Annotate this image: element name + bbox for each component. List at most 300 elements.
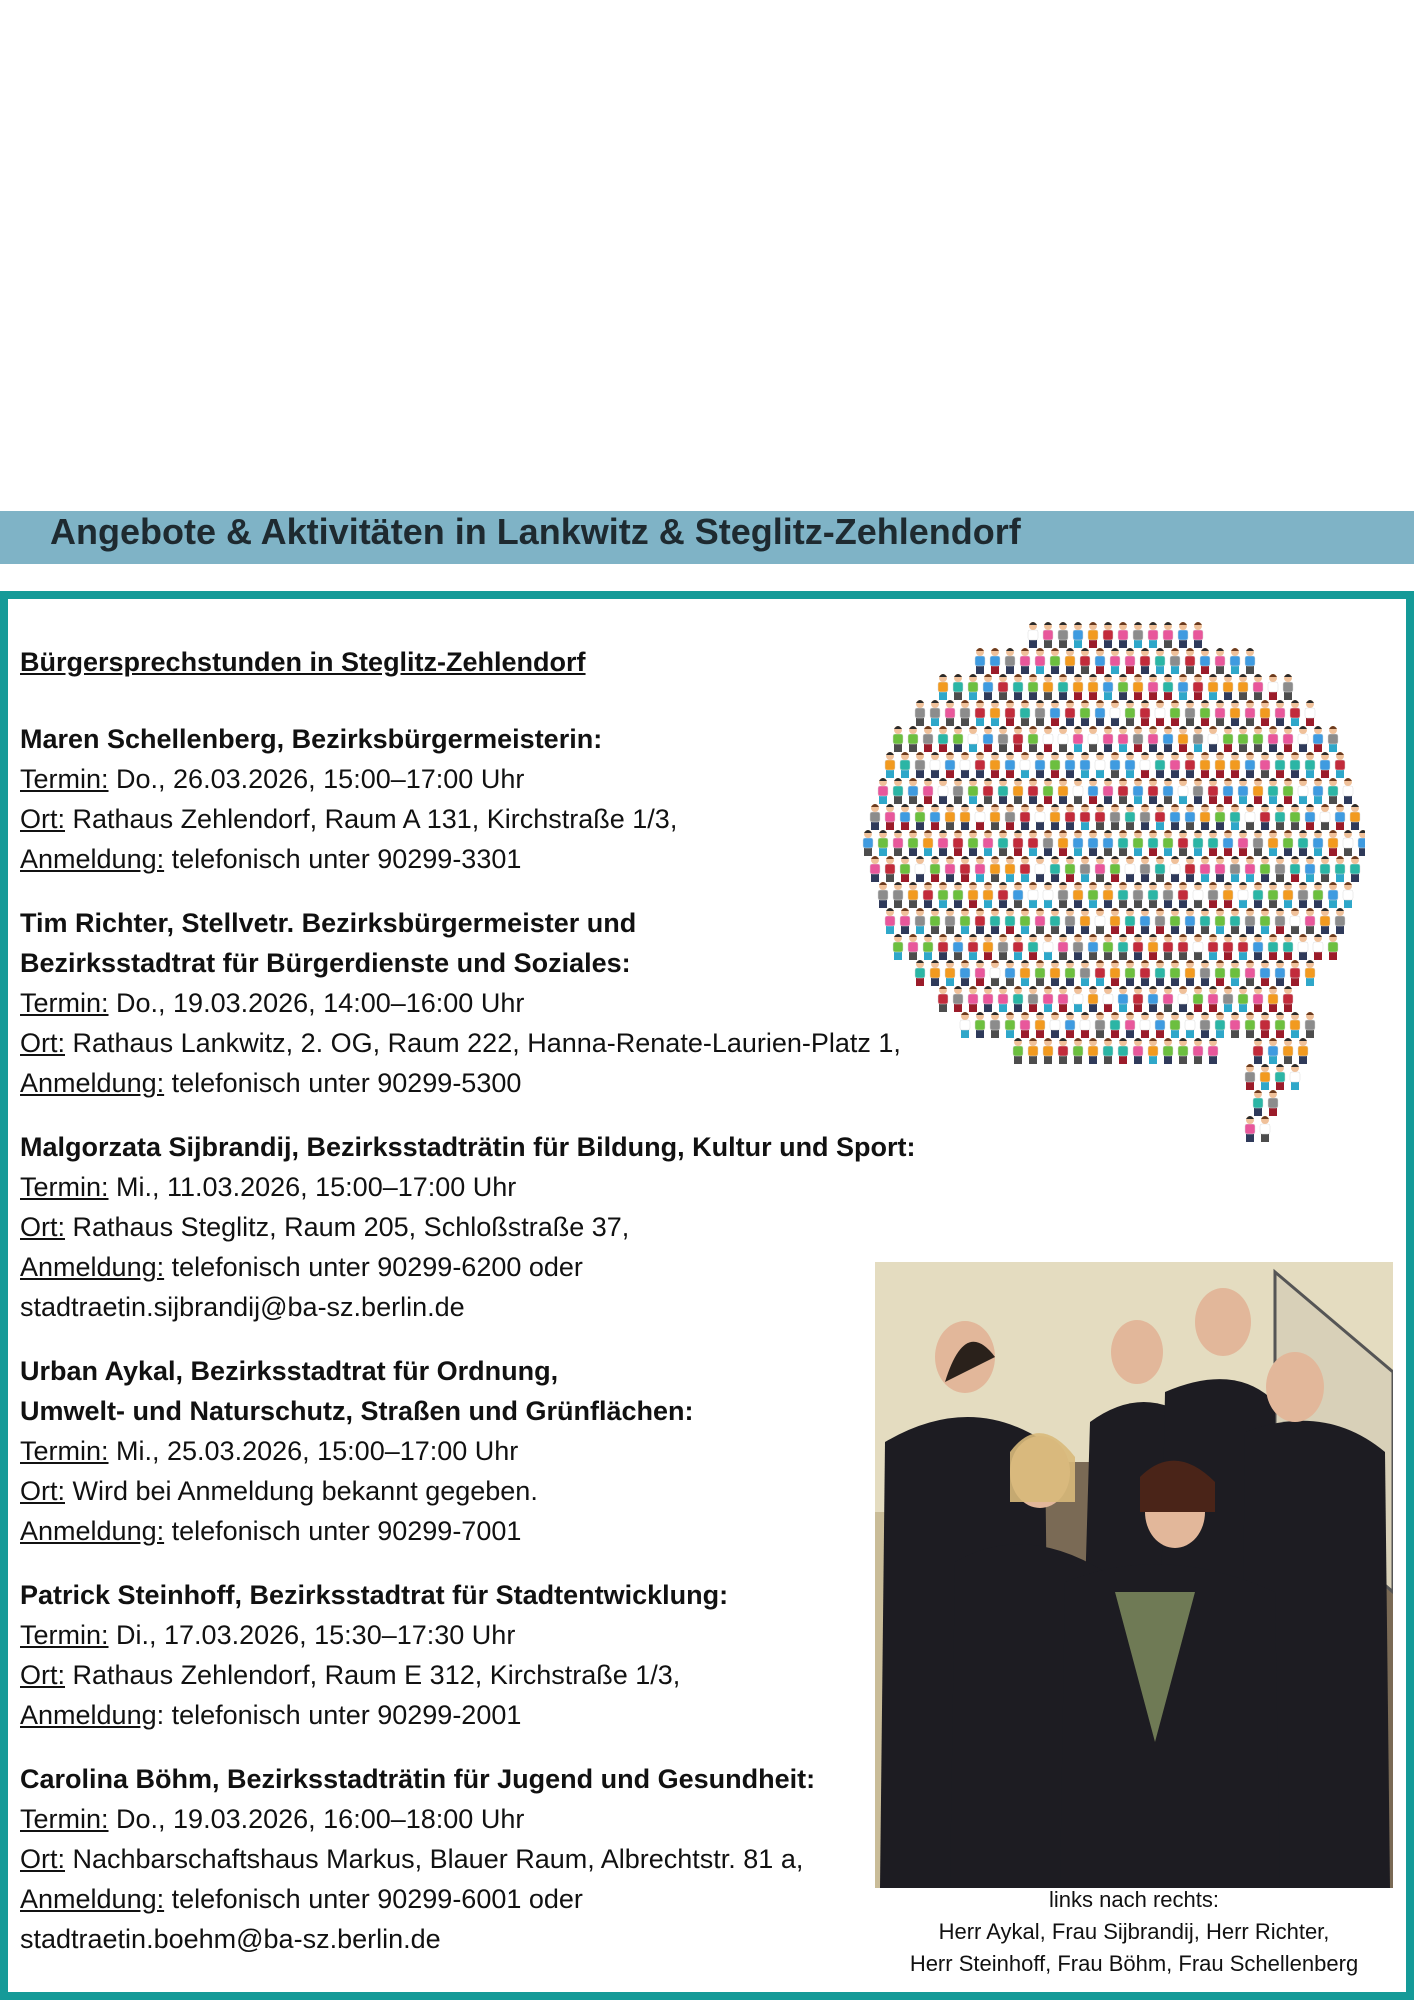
crowd-person — [1088, 830, 1098, 856]
crowd-person — [1178, 882, 1188, 908]
crowd-person — [1275, 700, 1285, 726]
crowd-person — [1020, 648, 1030, 674]
crowd-person — [1005, 752, 1015, 778]
crowd-person — [1185, 804, 1195, 830]
crowd-person — [1260, 1012, 1270, 1038]
entry-anmeldung — [20, 1247, 980, 1287]
crowd-person — [1163, 986, 1173, 1012]
termin-value: Di., 17.03.2026, 15:30–17:30 Uhr — [108, 1620, 516, 1650]
crowd-person — [1103, 674, 1113, 700]
crowd-person — [1058, 726, 1068, 752]
crowd-person — [1245, 752, 1255, 778]
crowd-person — [1013, 934, 1023, 960]
crowd-person — [1260, 856, 1270, 882]
crowd-person — [1253, 726, 1263, 752]
crowd-person — [945, 908, 955, 934]
crowd-person — [1200, 648, 1210, 674]
crowd-person — [1073, 778, 1083, 804]
anmeldung-label: Anmeldung: — [20, 844, 165, 874]
crowd-person — [1268, 830, 1278, 856]
crowd-person — [1170, 752, 1180, 778]
crowd-person — [1170, 1012, 1180, 1038]
caption-line-1: links nach rechts: — [1049, 1887, 1219, 1912]
crowd-person — [1350, 804, 1360, 830]
crowd-person — [1185, 960, 1195, 986]
crowd-person — [930, 856, 940, 882]
entry-name: Carolina Böhm, Bezirksstadträtin für Jugend und Gesundheit: — [20, 1764, 816, 1794]
crowd-person — [1013, 1038, 1023, 1064]
ort-value: Nachbarschaftshaus Markus, Blauer Raum, Albrechtstr. 81 a, — [65, 1844, 804, 1874]
ort-value: Rathaus Lankwitz, 2. OG, Raum 222, Hanna-Renate-Laurien-Platz 1, — [65, 1028, 901, 1058]
crowd-person — [1283, 934, 1293, 960]
ort-label: Ort: — [20, 804, 65, 834]
crowd-person — [1208, 830, 1218, 856]
crowd-person — [915, 908, 925, 934]
crowd-person — [990, 960, 1000, 986]
crowd-person — [1140, 804, 1150, 830]
crowd-person — [945, 700, 955, 726]
crowd-person — [1268, 986, 1278, 1012]
crowd-person — [1013, 830, 1023, 856]
crowd-person — [975, 700, 985, 726]
crowd-person — [1095, 960, 1105, 986]
crowd-person — [998, 882, 1008, 908]
crowd-person — [1163, 830, 1173, 856]
crowd-person — [1155, 856, 1165, 882]
crowd-person — [990, 804, 1000, 830]
crowd-person — [878, 830, 888, 856]
crowd-person — [1073, 622, 1083, 648]
crowd-person — [1230, 700, 1240, 726]
crowd-person — [1215, 804, 1225, 830]
crowd-person — [1125, 804, 1135, 830]
crowd-person — [1223, 726, 1233, 752]
crowd-person — [1200, 1012, 1210, 1038]
crowd-person — [1125, 856, 1135, 882]
crowd-person — [975, 856, 985, 882]
crowd-person — [1035, 960, 1045, 986]
crowd-person — [945, 960, 955, 986]
crowd-person — [1140, 1012, 1150, 1038]
crowd-person — [1148, 1038, 1158, 1064]
crowd-person — [1005, 648, 1015, 674]
ort-label: Ort: — [20, 1212, 65, 1242]
crowd-person — [1245, 1116, 1255, 1142]
entry-ort — [20, 1023, 980, 1063]
termin-label: Termin: — [20, 1804, 109, 1834]
crowd-person — [1208, 778, 1218, 804]
crowd-person — [1148, 882, 1158, 908]
crowd-person — [1193, 830, 1203, 856]
crowd-person — [1200, 700, 1210, 726]
crowd-person — [1223, 986, 1233, 1012]
crowd-person — [1110, 700, 1120, 726]
crowd-person — [960, 700, 970, 726]
crowd-person — [1305, 960, 1315, 986]
crowd-person — [915, 752, 925, 778]
crowd-person — [1088, 1038, 1098, 1064]
crowd-person — [1260, 1064, 1270, 1090]
entry-name: Maren Schellenberg, Bezirksbürgermeisterin: — [20, 724, 603, 754]
crowd-person — [968, 778, 978, 804]
crowd-person — [968, 674, 978, 700]
crowd-person — [953, 882, 963, 908]
crowd-person — [1305, 1012, 1315, 1038]
crowd-person — [1058, 674, 1068, 700]
crowd-person — [1043, 882, 1053, 908]
crowd-person — [1065, 1012, 1075, 1038]
crowd-person — [998, 674, 1008, 700]
termin-value: Do., 19.03.2026, 14:00–16:00 Uhr — [108, 988, 525, 1018]
entry-termin — [20, 1799, 980, 1839]
crowd-person — [1088, 622, 1098, 648]
crowd-person — [915, 700, 925, 726]
crowd-person — [1305, 856, 1315, 882]
crowd-person — [1088, 674, 1098, 700]
crowd-person — [1050, 648, 1060, 674]
crowd-person — [1178, 1038, 1188, 1064]
crowd-person — [1043, 934, 1053, 960]
crowd-person — [1253, 882, 1263, 908]
crowd-person — [1178, 986, 1188, 1012]
crowd-person — [1005, 960, 1015, 986]
entry-ort — [20, 1839, 980, 1879]
crowd-person — [1208, 674, 1218, 700]
entry-ort — [20, 1655, 980, 1695]
crowd-person — [1193, 726, 1203, 752]
crowd-person — [945, 856, 955, 882]
crowd-person — [983, 830, 993, 856]
crowd-person — [1283, 830, 1293, 856]
crowd-person — [1065, 752, 1075, 778]
crowd-person — [1035, 1012, 1045, 1038]
crowd-person — [900, 908, 910, 934]
crowd-person — [1005, 700, 1015, 726]
crowd-person — [1245, 856, 1255, 882]
entry-termin — [20, 1167, 980, 1207]
crowd-person — [1283, 778, 1293, 804]
crowd-person — [1335, 908, 1345, 934]
crowd-person — [1290, 1064, 1300, 1090]
crowd-person — [1185, 752, 1195, 778]
crowd-person — [1223, 830, 1233, 856]
anmeldung-label: Anmeldung: — [20, 1884, 165, 1914]
crowd-person — [1268, 882, 1278, 908]
crowd-person — [930, 804, 940, 830]
crowd-person — [1020, 700, 1030, 726]
crowd-person — [1215, 648, 1225, 674]
crowd-person — [1035, 856, 1045, 882]
crowd-person — [1350, 856, 1360, 882]
crowd-person — [1080, 804, 1090, 830]
crowd-person — [1103, 882, 1113, 908]
crowd-person — [1095, 856, 1105, 882]
crowd-person — [1328, 882, 1338, 908]
crowd-person — [1230, 804, 1240, 830]
crowd-person — [953, 934, 963, 960]
crowd-person — [1103, 726, 1113, 752]
crowd-person — [1155, 804, 1165, 830]
crowd-person — [1343, 882, 1353, 908]
crowd-person — [1035, 648, 1045, 674]
consultation-entry — [20, 903, 980, 1103]
crowd-person — [930, 908, 940, 934]
anmeldung-value: telefonisch unter 90299-5300 — [164, 1068, 522, 1098]
crowd-person — [983, 986, 993, 1012]
crowd-person — [1020, 752, 1030, 778]
crowd-person — [1133, 1038, 1143, 1064]
crowd-person — [1103, 1038, 1113, 1064]
crowd-person — [1080, 960, 1090, 986]
crowd-person — [893, 778, 903, 804]
consultation-list — [20, 642, 980, 1983]
crowd-person — [908, 726, 918, 752]
crowd-person — [1020, 960, 1030, 986]
crowd-person — [1275, 908, 1285, 934]
crowd-person — [1028, 934, 1038, 960]
crowd-person — [1215, 752, 1225, 778]
crowd-person — [938, 934, 948, 960]
crowd-person — [1335, 804, 1345, 830]
crowd-person — [1155, 648, 1165, 674]
entry-name: Patrick Steinhoff, Bezirksstadtrat für Stadtentwicklung: — [20, 1580, 729, 1610]
crowd-person — [1140, 752, 1150, 778]
crowd-person — [885, 752, 895, 778]
entry-name: Malgorzata Sijbrandij, Bezirksstadträtin für Bildung, Kultur und Sport: — [20, 1132, 916, 1162]
consultation-entry — [20, 719, 980, 879]
crowd-person — [1290, 960, 1300, 986]
crowd-person — [1193, 1038, 1203, 1064]
crowd-person — [1043, 830, 1053, 856]
crowd-person — [1088, 726, 1098, 752]
crowd-person — [1050, 856, 1060, 882]
crowd-person — [1328, 726, 1338, 752]
crowd-person — [990, 700, 1000, 726]
crowd-person — [1110, 856, 1120, 882]
ort-label: Ort: — [20, 1660, 65, 1690]
crowd-person — [1200, 752, 1210, 778]
crowd-person — [1163, 622, 1173, 648]
entry-name: Urban Aykal, Bezirksstadtrat für Ordnung, — [20, 1356, 559, 1386]
crowd-person — [1103, 830, 1113, 856]
crowd-person — [1005, 908, 1015, 934]
crowd-person — [1283, 882, 1293, 908]
crowd-person — [1050, 804, 1060, 830]
crowd-person — [960, 1012, 970, 1038]
anmeldung-label: Anmeldung: — [20, 1516, 165, 1546]
crowd-person — [1088, 986, 1098, 1012]
crowd-person — [960, 960, 970, 986]
anmeldung-value: : telefonisch unter 90299-2001 — [156, 1700, 522, 1730]
crowd-person — [1103, 986, 1113, 1012]
crowd-person — [1238, 882, 1248, 908]
crowd-person — [1193, 674, 1203, 700]
crowd-person — [1245, 908, 1255, 934]
crowd-person — [1170, 856, 1180, 882]
crowd-person — [975, 1012, 985, 1038]
crowd-person — [1148, 986, 1158, 1012]
crowd-person — [1080, 1012, 1090, 1038]
anmeldung-label: Anmeldung: — [20, 1068, 165, 1098]
crowd-person — [968, 882, 978, 908]
crowd-person — [923, 882, 933, 908]
crowd-person — [893, 934, 903, 960]
crowd-person — [1133, 986, 1143, 1012]
crowd-person — [1118, 1038, 1128, 1064]
crowd-person — [1118, 622, 1128, 648]
crowd-person — [1118, 778, 1128, 804]
crowd-person — [1028, 726, 1038, 752]
entry-anmeldung — [20, 1511, 980, 1551]
crowd-person — [1283, 674, 1293, 700]
crowd-person — [1193, 882, 1203, 908]
crowd-person — [1110, 804, 1120, 830]
consultation-entry — [20, 1351, 980, 1551]
crowd-person — [1080, 856, 1090, 882]
crowd-person — [1163, 778, 1173, 804]
crowd-person — [1133, 778, 1143, 804]
crowd-person — [1298, 1038, 1308, 1064]
crowd-person — [1080, 700, 1090, 726]
crowd-person — [1163, 934, 1173, 960]
section-title: Bürgersprechstunden in Steglitz-Zehlendorf — [20, 647, 586, 677]
crowd-person — [1328, 778, 1338, 804]
crowd-person — [945, 752, 955, 778]
crowd-person — [1178, 778, 1188, 804]
crowd-person — [930, 700, 940, 726]
anmeldung-label: Anmeldung — [20, 1700, 157, 1730]
crowd-person — [1043, 778, 1053, 804]
crowd-person — [1095, 804, 1105, 830]
crowd-person — [1148, 622, 1158, 648]
crowd-person — [1005, 1012, 1015, 1038]
entry-anmeldung — [20, 1695, 980, 1735]
crowd-person — [1215, 856, 1225, 882]
crowd-person — [885, 804, 895, 830]
crowd-person — [1035, 804, 1045, 830]
crowd-person — [1163, 882, 1173, 908]
crowd-person — [1275, 1012, 1285, 1038]
crowd-person — [1148, 674, 1158, 700]
crowd-person — [1125, 908, 1135, 934]
crowd-person — [1110, 752, 1120, 778]
crowd-person — [1035, 908, 1045, 934]
crowd-person — [1058, 778, 1068, 804]
crowd-person — [1260, 752, 1270, 778]
crowd-person — [1163, 674, 1173, 700]
crowd-person — [1223, 778, 1233, 804]
crowd-person — [1320, 752, 1330, 778]
crowd-person — [1200, 908, 1210, 934]
crowd-person — [1268, 934, 1278, 960]
crowd-person — [1298, 934, 1308, 960]
crowd-person — [945, 804, 955, 830]
crowd-person — [1148, 934, 1158, 960]
crowd-person — [1290, 908, 1300, 934]
crowd-person — [990, 648, 1000, 674]
crowd-person — [1065, 804, 1075, 830]
crowd-person — [1305, 804, 1315, 830]
termin-value: Mi., 11.03.2026, 15:00–17:00 Uhr — [108, 1172, 517, 1202]
crowd-person — [1178, 830, 1188, 856]
entry-anmeldung — [20, 1879, 980, 1919]
crowd-person — [1163, 1038, 1173, 1064]
crowd-person — [1290, 1012, 1300, 1038]
crowd-person — [938, 778, 948, 804]
crowd-person — [1118, 934, 1128, 960]
anmeldung-value: telefonisch unter 90299-3301 — [164, 844, 522, 874]
crowd-person — [1118, 986, 1128, 1012]
title-band — [0, 511, 1414, 564]
crowd-person — [1133, 830, 1143, 856]
crowd-person — [1028, 1038, 1038, 1064]
crowd-person — [968, 934, 978, 960]
crowd-person — [953, 830, 963, 856]
crowd-speech-bubble-image — [855, 612, 1365, 1152]
crowd-person — [968, 830, 978, 856]
crowd-person — [1073, 882, 1083, 908]
crowd-person — [1043, 986, 1053, 1012]
crowd-person — [1178, 726, 1188, 752]
crowd-person — [1290, 700, 1300, 726]
termin-value: Do., 19.03.2026, 16:00–18:00 Uhr — [108, 1804, 525, 1834]
crowd-person — [923, 934, 933, 960]
crowd-person — [1335, 856, 1345, 882]
crowd-person — [1140, 700, 1150, 726]
crowd-person — [983, 674, 993, 700]
crowd-person — [1170, 908, 1180, 934]
crowd-person — [998, 986, 1008, 1012]
crowd-person — [1073, 830, 1083, 856]
crowd-person — [960, 752, 970, 778]
crowd-person — [983, 778, 993, 804]
crowd-person — [1260, 908, 1270, 934]
crowd-person — [1268, 726, 1278, 752]
blank-header-area — [0, 0, 1414, 511]
caption-line-2: Herr Aykal, Frau Sijbrandij, Herr Richter, — [938, 1919, 1330, 1944]
crowd-person — [1268, 778, 1278, 804]
crowd-person — [1358, 830, 1365, 856]
crowd-person — [1230, 752, 1240, 778]
crowd-person — [1253, 778, 1263, 804]
crowd-person — [1268, 1038, 1278, 1064]
crowd-person — [1313, 830, 1323, 856]
crowd-person — [1283, 1038, 1293, 1064]
crowd-person — [1035, 752, 1045, 778]
crowd-person — [1058, 1038, 1068, 1064]
crowd-person — [1155, 752, 1165, 778]
crowd-person — [983, 882, 993, 908]
crowd-person — [1043, 1038, 1053, 1064]
crowd-person — [1020, 856, 1030, 882]
crowd-person — [1073, 1038, 1083, 1064]
crowd-person — [1095, 648, 1105, 674]
ort-label: Ort: — [20, 1028, 65, 1058]
crowd-person — [953, 726, 963, 752]
crowd-person — [885, 856, 895, 882]
crowd-person — [1245, 1064, 1255, 1090]
crowd-person — [1148, 830, 1158, 856]
crowd-person — [1118, 674, 1128, 700]
crowd-person — [908, 934, 918, 960]
entry-name: Tim Richter, Stellvetr. Bezirksbürgermeister und — [20, 908, 637, 938]
anmeldung-value: telefonisch unter 90299-6001 oder — [164, 1884, 583, 1914]
photo-caption — [875, 1884, 1393, 1980]
crowd-person — [893, 830, 903, 856]
crowd-person — [1208, 986, 1218, 1012]
crowd-person — [1088, 934, 1098, 960]
crowd-person — [1238, 830, 1248, 856]
